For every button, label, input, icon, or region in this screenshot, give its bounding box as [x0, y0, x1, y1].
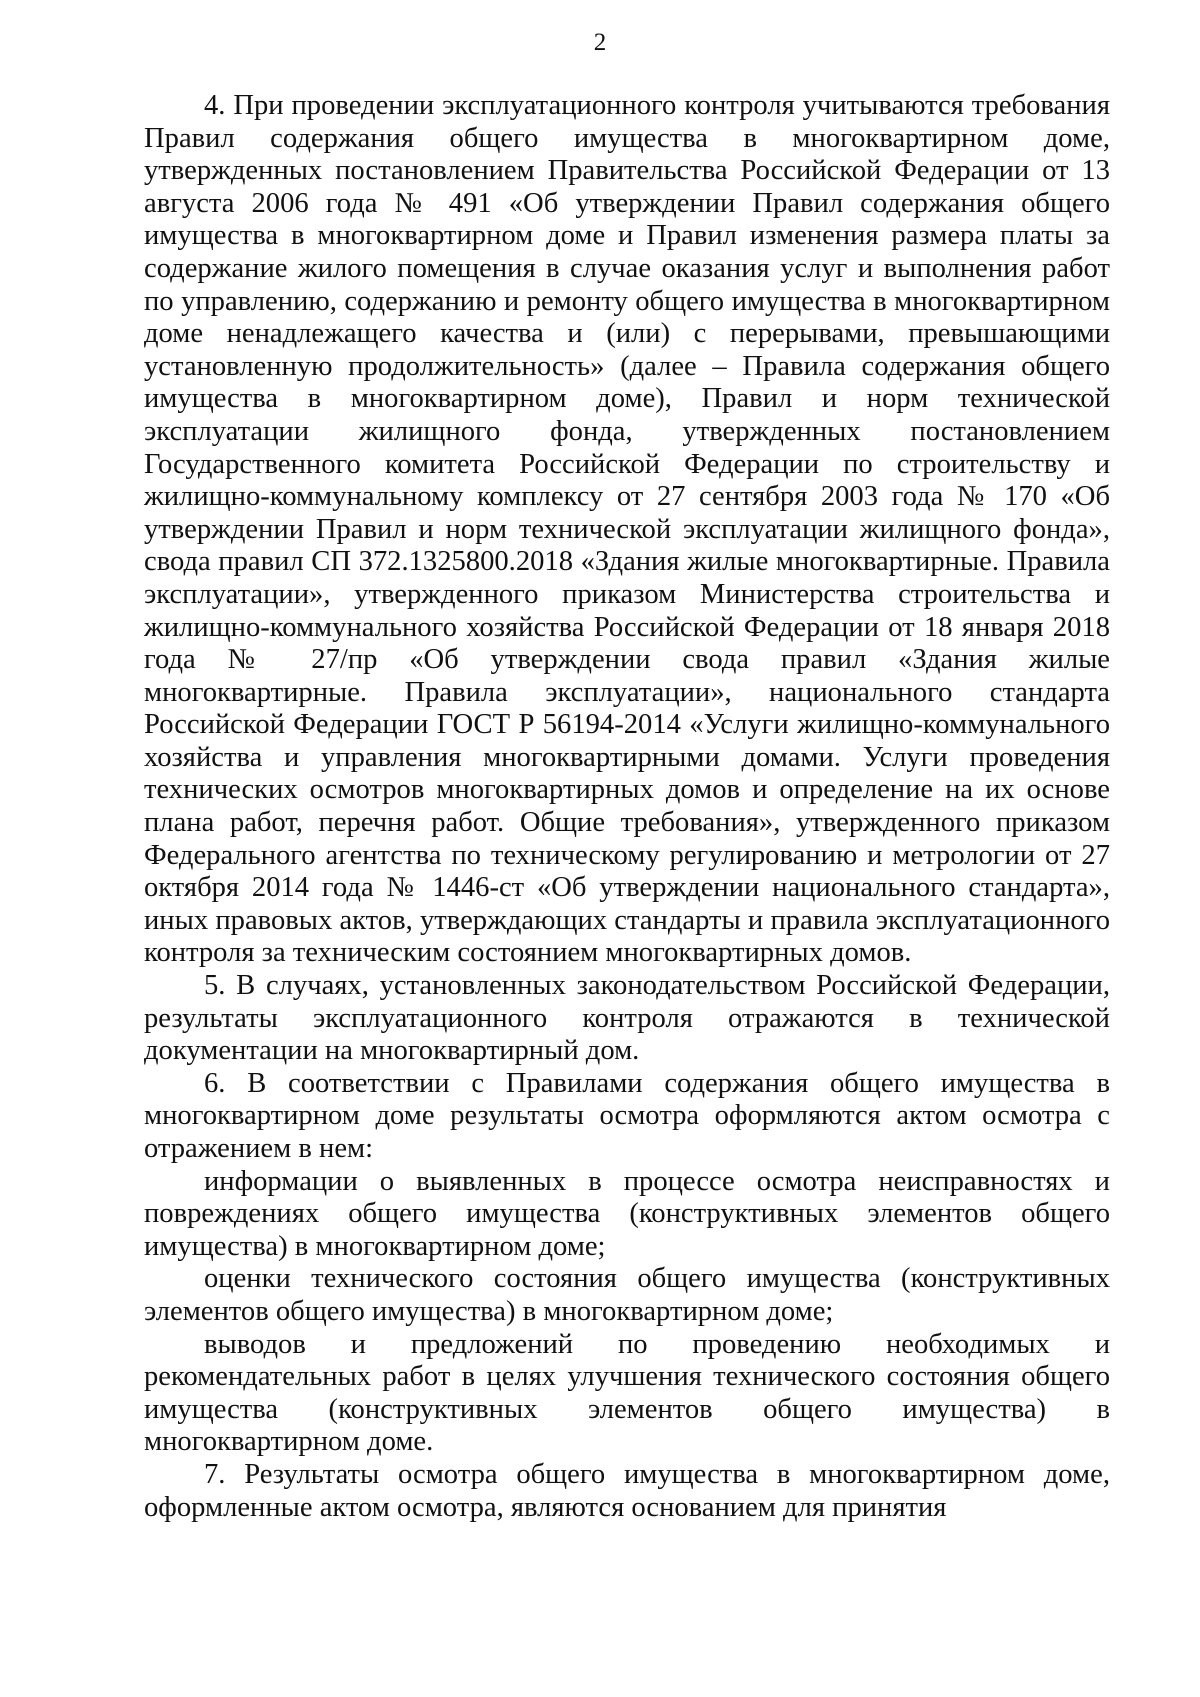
- paragraph-6-item-conclusions: выводов и предложений по проведению необходимых и рекомендательных работ в целях улучшения технического состояния общего имущества (конструктивных элементов общего имущества) в многоквартирном доме.: [144, 1328, 1110, 1458]
- paragraph-6-item-defects: информации о выявленных в процессе осмотра неисправностях и повреждениях общего имущества (конструктивных элементов общего имущества) в многоквартирном доме;: [144, 1165, 1110, 1262]
- paragraph-5: 5. В случаях, установленных законодательством Российской Федерации, результаты эксплуатационного контроля отражаются в технической документации на многоквартирный дом.: [144, 970, 1110, 1067]
- paragraph-4: 4. При проведении эксплуатационного контроля учитываются требования Правил содержания общего имущества в многоквартирном доме, утвержденных постановлением Правительства Российской Федерации от 13 августа 2006 года № 491 «Об утверждении Правил содержания общего имущества в многоквартирном доме и Правил изменения размера платы за содержание жилого помещения в случае оказания услуг и выполнения работ по управлению, содержанию и ремонту общего имущества в многоквартирном доме ненадлежащего качества и (или) с перерывами, превышающими установленную продолжительность» (далее – Правила содержания общего имущества в многоквартирном доме), Правил и норм технической эксплуатации жилищного фонда, утвержденных постановлением Государственного комитета Российской Федерации по строительству и жилищно-коммунальному комплексу от 27 сентября 2003 года № 170 «Об утверждении Правил и норм технической эксплуатации жилищного фонда», свода правил СП 372.1325800.2018 «Здания жилые многоквартирные. Правила эксплуатации», утвержденного приказом Министерства строительства и жилищно-коммунального хозяйства Российской Федерации от 18 января 2018 года № 27/пр «Об утверждении свода правил «Здания жилые многоквартирные. Правила эксплуатации», национального стандарта Российской Федерации ГОСТ Р 56194-2014 «Услуги жилищно-коммунального хозяйства и управления многоквартирными домами. Услуги проведения технических осмотров многоквартирных домов и определение на их основе плана работ, перечня работ. Общие требования», утвержденного приказом Федерального агентства по техническому регулированию и метрологии от 27 октября 2014 года № 1446-ст «Об утверждении национального стандарта», иных правовых актов, утверждающих стандарты и правила эксплуатационного контроля за техническим состоянием многоквартирных домов.: [144, 90, 1110, 969]
- document-body: [144, 90, 1110, 1524]
- paragraph-6-item-assessment: оценки технического состояния общего имущества (конструктивных элементов общего имущества) в многоквартирном доме;: [144, 1263, 1110, 1327]
- paragraph-7: 7. Результаты осмотра общего имущества в многоквартирном доме, оформленные актом осмотра, являются основанием для принятия: [144, 1458, 1110, 1523]
- paragraph-6: 6. В соответствии с Правилами содержания общего имущества в многоквартирном доме результаты осмотра оформляются актом осмотра с отражением в нем:: [144, 1067, 1110, 1164]
- page-number: 2: [593, 29, 607, 56]
